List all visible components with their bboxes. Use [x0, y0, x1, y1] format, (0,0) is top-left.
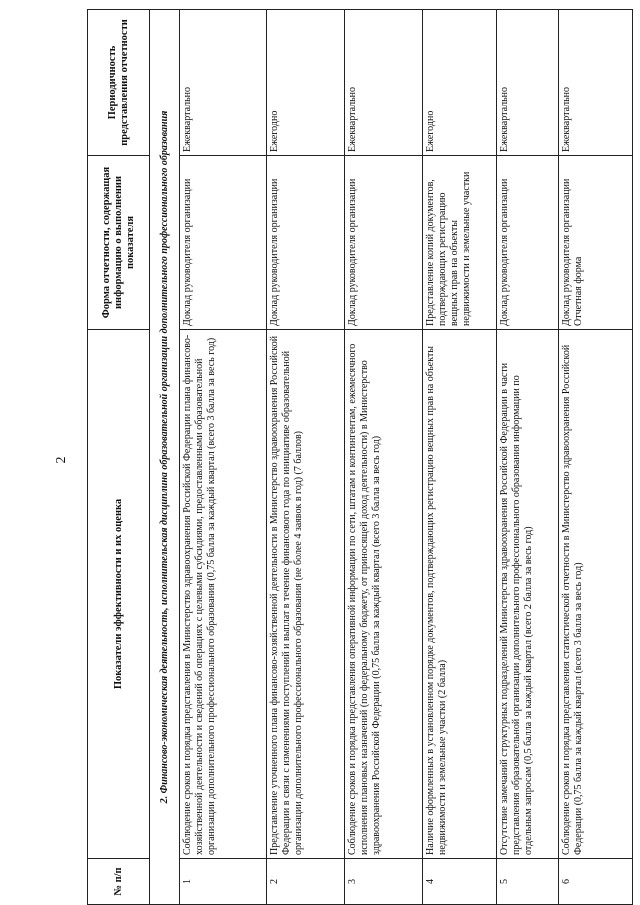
table-row	[497, 10, 559, 905]
row-num: 5	[497, 859, 559, 905]
header-form: Форма отчетности, содержащая информацию о выполнении показателя	[88, 156, 150, 330]
table-row	[345, 10, 423, 905]
row-period: Ежеквартально	[559, 10, 633, 156]
row-form: Доклад руководителя организации	[267, 156, 345, 330]
row-form: Доклад руководителя организации	[180, 156, 267, 330]
section-row	[150, 10, 180, 905]
table-row	[423, 10, 497, 905]
row-form: Представление копий документов, подтверждающих регистрацию вещных прав на объекты недвижимости и земельные участки	[423, 156, 497, 330]
header-period: Периодичность представления отчетности	[88, 10, 150, 156]
row-indicator: Соблюдение сроков и порядка представления статистической отчетности в Министерство здравоохранения Российской Федерации (0,75 балла за каждый квартал (всего 3 балла за весь год)	[559, 330, 633, 859]
row-period: Ежеквартально	[497, 10, 559, 156]
section-title: 2. Финансово-экономическая деятельность, исполнительская дисциплина образовательной организации дополнительного профессионального образования	[150, 10, 180, 905]
row-period: Ежегодно	[267, 10, 345, 156]
row-indicator: Отсутствие замечаний структурных подразделений Министерства здравоохранения Российской Федерации в части представления образовательной организации дополнительного профессионального образования информации по отдельным запросам (0,5 балла за каждый квартал (всего 2 балла за весь год)	[497, 330, 559, 859]
table-header-row	[88, 10, 150, 905]
row-num: 6	[559, 859, 633, 905]
table-row	[180, 10, 267, 905]
row-form: Доклад руководителя организации	[497, 156, 559, 330]
header-indicator: Показатели эффективности и их оценка	[88, 330, 150, 859]
rotated-table-container	[87, 10, 632, 905]
header-num: № п/п	[88, 859, 150, 905]
table-row	[267, 10, 345, 905]
row-num: 2	[267, 859, 345, 905]
row-period: Ежегодно	[423, 10, 497, 156]
row-form: Доклад руководителя организации Отчетная форма	[559, 156, 633, 330]
table-row	[559, 10, 633, 905]
row-indicator: Представление уточненного плана финансово-хозяйственной деятельности в Министерство здравоохранения Российской Федерации в связи с изменениями поступлений и выплат в течение финансового года по инициативе образовательной организации дополнительного профессионального образования (не более 4 заявок в год) (7 баллов)	[267, 330, 345, 859]
efficiency-indicators-table	[87, 9, 633, 905]
row-num: 1	[180, 859, 267, 905]
row-form: Доклад руководителя организации	[345, 156, 423, 330]
row-num: 4	[423, 859, 497, 905]
row-indicator: Соблюдение сроков и порядка представления оперативной информации по сети, штатам и контингентам, ежемесячного исполнения плановых назначений (по федеральному бюджету, от приносящей доход деятельности) в Министерство здравоохранения Российской Федерации (0,75 балла за каждый квартал (всего 3 балла за весь год)	[345, 330, 423, 859]
row-indicator: Наличие оформленных в установленном порядке документов, подтверждающих регистрацию вещных прав на объекты недвижимости и земельные участки (2 балла)	[423, 330, 497, 859]
page-number: 2	[54, 456, 69, 464]
row-period: Ежеквартально	[345, 10, 423, 156]
row-indicator: Соблюдение сроков и порядка представления в Министерство здравоохранения Российской Федерации плана финансово-хозяйственной деятельности и сведений об операциях с целевыми субсидиями, предоставленными образовательной организации дополнительного профессионального образования (0,75 балла за каждый квартал (всего 3 балла за весь год)	[180, 330, 267, 859]
row-period: Ежеквартально	[180, 10, 267, 156]
row-num: 3	[345, 859, 423, 905]
